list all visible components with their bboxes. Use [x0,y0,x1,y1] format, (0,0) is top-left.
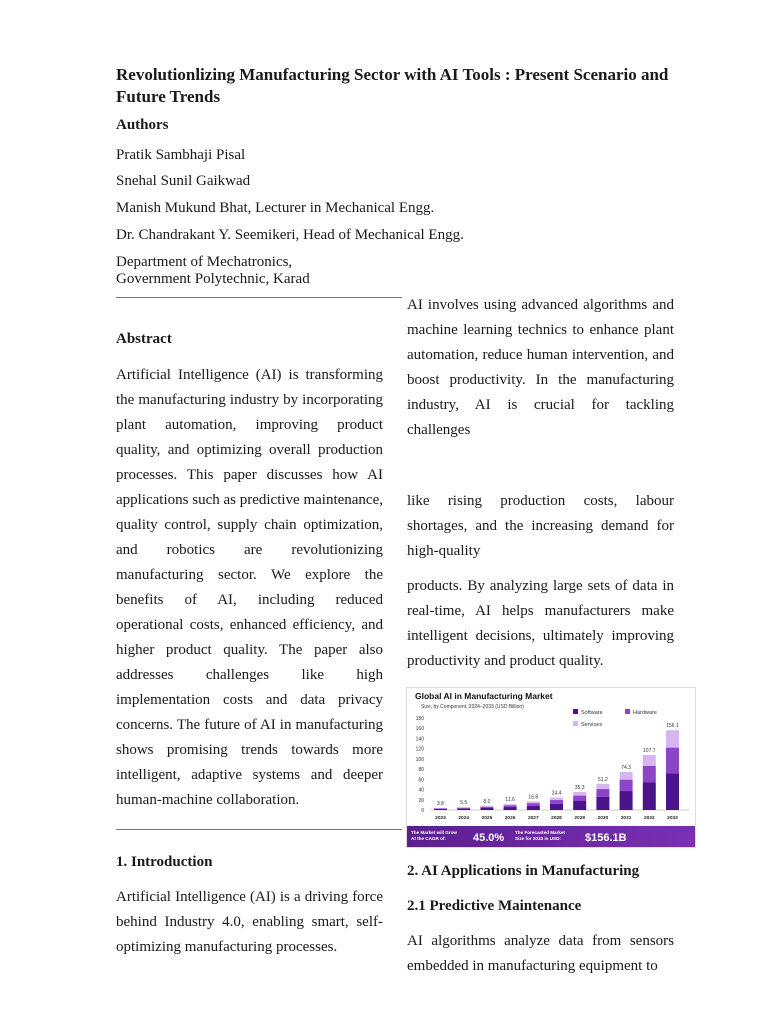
bar-segment [527,801,540,803]
bar-segment [434,809,447,810]
x-tick-label: 2031 [620,816,632,821]
chart-subtitle: Size, by Component, 2024–2033 (USD Billion) [421,704,524,710]
x-tick-label: 2032 [643,816,655,821]
author-name: Snehal Sunil Gaikwad [116,173,251,189]
footer-caption: The Market will Grow [411,830,457,835]
bar-total-label: 107.7 [643,747,656,754]
bar-segment [596,784,609,789]
section-divider [116,829,402,830]
chart-title: Global AI in Manufacturing Market [415,691,553,701]
bar-segment [573,796,586,801]
market-bar-chart [407,688,695,847]
y-tick-label: 20 [418,797,424,804]
legend-label: Services [581,722,603,728]
abstract-heading: Abstract [116,331,172,347]
bar-total-label: 5.5 [460,800,468,807]
footer-caption: The Forecasted Market [515,830,566,835]
footer-caption: Size for 2033 in USD: [515,836,561,841]
legend-swatch [573,709,578,714]
abstract-text: Artificial Intelligence (AI) is transforming the manufacturing industry by incorporating plant automation, improving product quality, and optimizing overall production processes. This paper discusses how AI applications such as predictive maintenance, quality control, supply chain optimization, and robotics are revolutionizing manufacturing sector. We explore the benefits of AI, including reduced operational costs, enhanced efficiency, and higher product quality. The paper also addresses challenges like high implementation costs and data privacy concerns. The future of AI in manufacturing shows promising trends towards more intelligent, adaptive systems and deeper human-machine collaboration. [116,367,383,808]
bar-total-label: 16.8 [528,794,539,801]
bar-segment [643,783,656,810]
section-2-1-text: AI algorithms analyze data from sensors embedded in manufacturing equipment to [407,933,674,974]
y-tick-label: 60 [418,777,424,784]
bar-segment [480,806,493,807]
bar-segment [596,797,609,810]
y-tick-label: 160 [415,726,424,733]
x-tick-label: 2033 [667,816,678,821]
bar-total-label: 74.3 [621,765,631,772]
y-tick-label: 0 [421,808,424,814]
bar-segment [573,801,586,810]
affiliation-department: Department of Mechatronics, [116,254,293,270]
y-tick-label: 80 [418,767,424,774]
section-divider [116,297,402,298]
bar-segment [643,755,656,766]
bar-segment [550,804,563,810]
legend-label: Hardware [633,710,657,716]
market-chart-figure [406,687,696,848]
affiliation-institution: Government Polytechnic, Karad [116,271,310,287]
bar-segment [666,730,679,747]
author-name: Manish Mukund Bhat, Lecturer in Mechanical Engg. [116,200,435,216]
body-paragraph: products. By analyzing large sets of data in real-time, AI helps manufacturers make intelligent decisions, ultimately improving productivity and product quality. [407,578,674,669]
bar-segment [666,773,679,810]
bar-segment [573,792,586,796]
x-tick-label: 2028 [551,816,562,821]
bar-segment [596,789,609,797]
bar-total-label: 156.1 [666,723,679,730]
bar-segment [620,772,633,780]
bar-segment [457,807,470,808]
bar-segment [643,766,656,783]
section-2-1-heading: 2.1 Predictive Maintenance [407,898,582,914]
introduction-text: Artificial Intelligence (AI) is a driving force behind Industry 4.0, enabling smart, self-optimizing manufacturing processes. [116,889,383,955]
bar-total-label: 3.8 [437,801,444,808]
legend-swatch [573,721,578,726]
footer-cagr-value: 45.0% [473,832,505,844]
bar-segment [457,809,470,810]
bar-segment [504,807,517,810]
body-paragraph: AI involves using advanced algorithms and machine learning technics to enhance plant automation, reduce human intervention, and boost productivity. In the manufacturing industry, AI is crucial for tackling challenges [407,297,674,438]
authors-heading: Authors [116,117,169,133]
y-tick-label: 40 [418,787,424,794]
x-tick-label: 2030 [597,816,609,821]
x-tick-label: 2024 [458,816,470,821]
bar-total-label: 11.6 [505,797,515,804]
bar-segment [457,808,470,809]
author-name: Pratik Sambhaji Pisal [116,147,246,163]
bar-segment [550,800,563,804]
paper-title: Revolutionlizing Manufacturing Sector with AI Tools : Present Scenario and Future Trends [116,65,669,106]
y-tick-label: 140 [415,736,424,743]
bar-total-label: 51.2 [598,776,608,783]
x-tick-label: 2023 [435,816,446,821]
bar-segment [620,791,633,810]
x-tick-label: 2029 [574,816,586,821]
bar-segment [480,807,493,808]
bar-segment [504,804,517,805]
bar-segment [504,805,517,807]
bar-segment [480,808,493,810]
bar-segment [620,780,633,791]
y-tick-label: 180 [415,716,424,722]
bar-segment [550,798,563,801]
x-tick-label: 2026 [504,816,516,821]
bar-total-label: 8.0 [483,798,491,805]
author-name: Dr. Chandrakant Y. Seemikeri, Head of Mechanical Engg. [116,227,464,243]
legend-swatch [625,709,630,714]
bar-segment [434,808,447,809]
footer-market-size-value: $156.1B [585,832,627,844]
body-paragraph: like rising production costs, labour shortages, and the increasing demand for high-quality [407,493,674,559]
bar-segment [527,803,540,806]
bar-total-label: 24.4 [551,790,562,797]
bar-segment [666,748,679,774]
x-tick-label: 2027 [527,816,539,821]
introduction-heading: 1. Introduction [116,854,213,870]
bar-segment [527,806,540,810]
footer-caption: At the CAGR of: [411,836,446,841]
section-2-heading: 2. AI Applications in Manufacturing [407,863,640,879]
bar-total-label: 35.3 [574,784,585,791]
legend-label: Software [581,710,603,716]
x-tick-label: 2025 [481,816,493,821]
y-tick-label: 120 [415,746,424,753]
y-tick-label: 100 [415,756,424,763]
